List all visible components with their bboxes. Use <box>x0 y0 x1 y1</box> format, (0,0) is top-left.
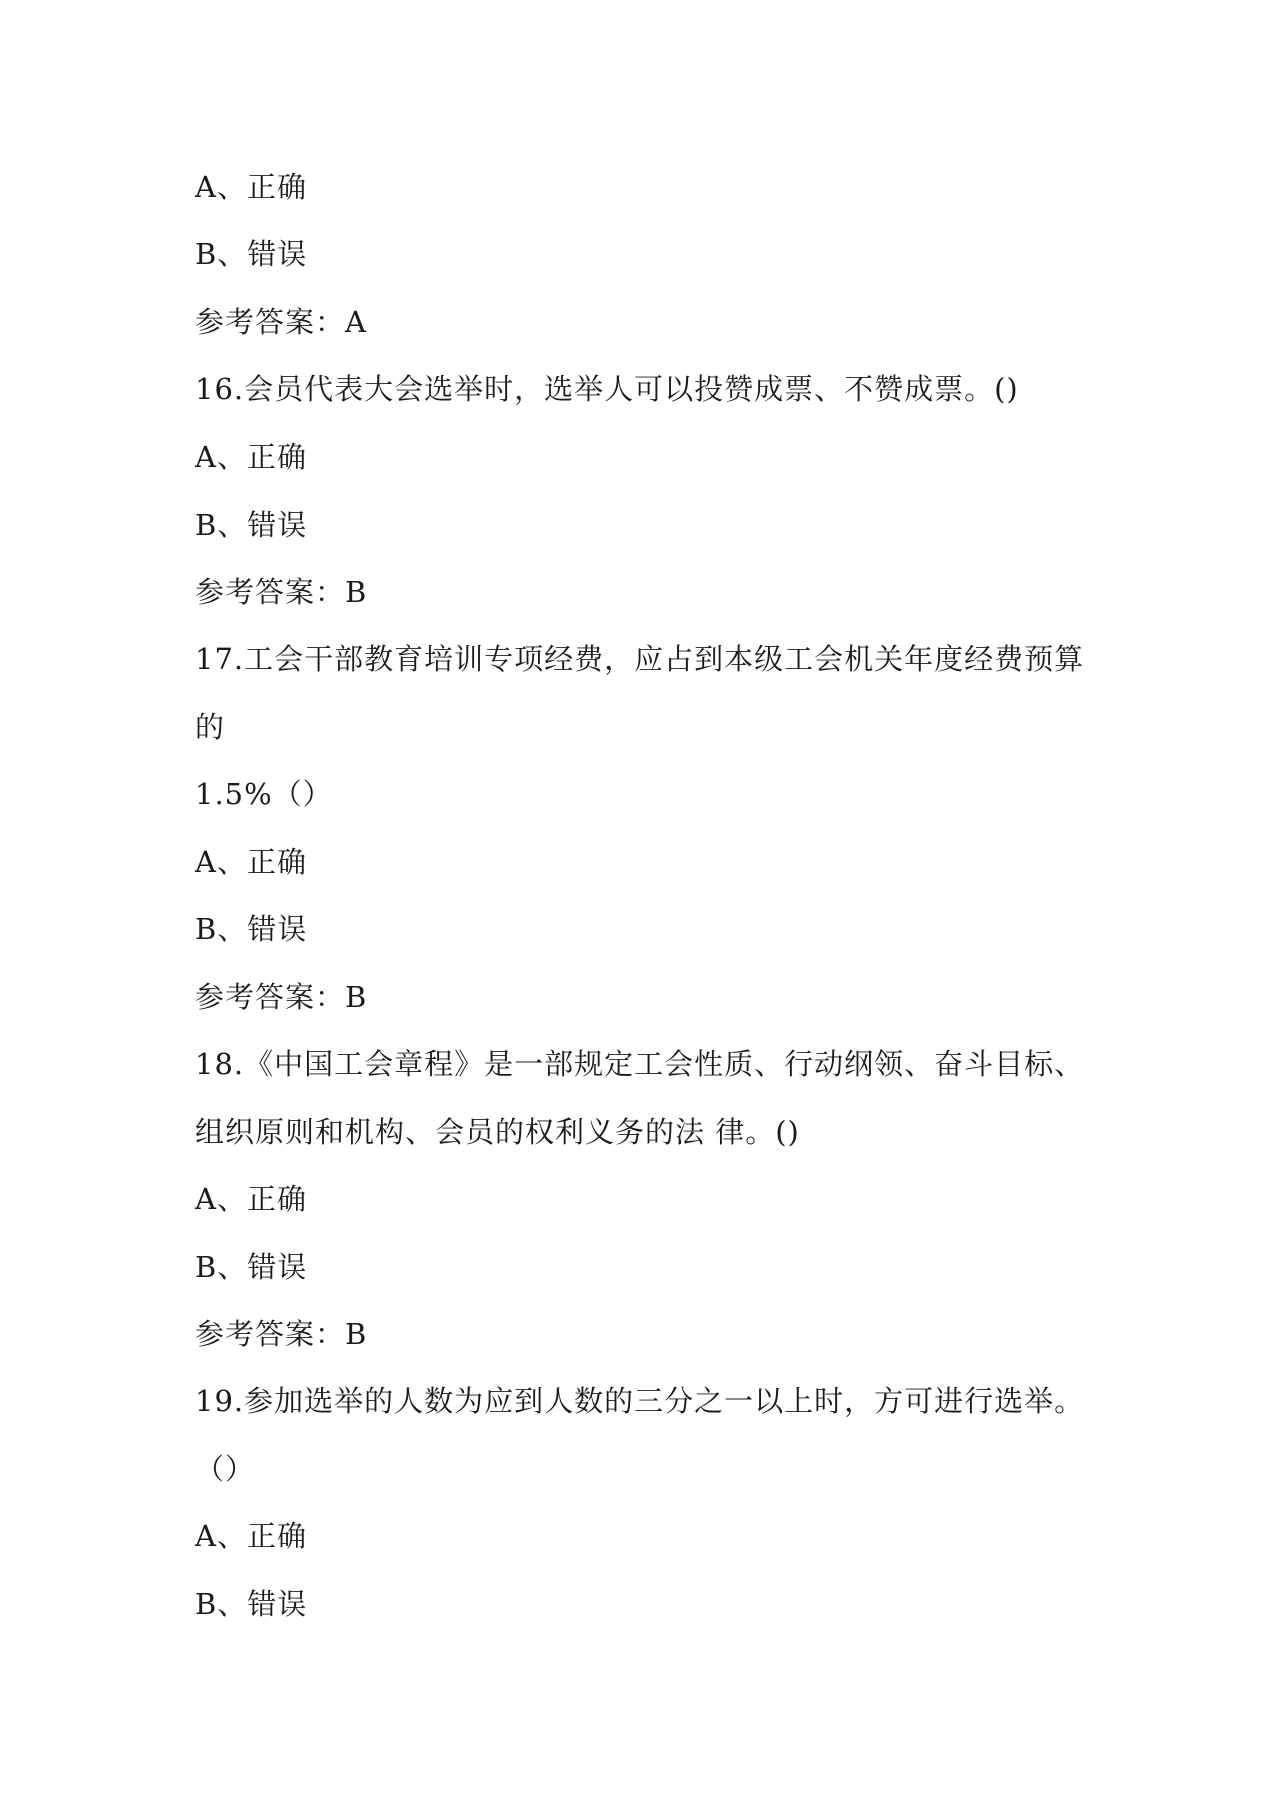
q17-option-b: B、错误 <box>195 912 308 946</box>
q15-option-a: A、正确 <box>195 170 307 204</box>
q18-option-a: A、正确 <box>195 1182 307 1216</box>
q18-option-b: B、错误 <box>195 1250 308 1284</box>
q15-option-b: B、错误 <box>195 237 308 271</box>
q18-answer: 参考答案：B <box>195 1317 368 1351</box>
q19-option-a: A、正确 <box>195 1519 307 1553</box>
q17-question-line2: 的 <box>195 710 226 744</box>
q16-answer: 参考答案：B <box>195 575 368 609</box>
q18-question-line1: 18.《中国工会章程》是一部规定工会性质、行动纲领、奋斗目标、 <box>195 1047 1085 1081</box>
q19-question-line1: 19.参加选举的人数为应到人数的三分之一以上时，方可进行选举。 <box>195 1384 1085 1418</box>
q16-option-b: B、错误 <box>195 508 308 542</box>
q17-answer: 参考答案：B <box>195 980 368 1014</box>
q17-question-line3: 1.5%（） <box>195 777 333 811</box>
q18-question-line2: 组织原则和机构、会员的权利义务的法 律。() <box>195 1115 800 1149</box>
q19-option-b: B、错误 <box>195 1587 308 1621</box>
q19-question-line2: （） <box>195 1452 256 1486</box>
q17-question-line1: 17.工会干部教育培训专项经费，应占到本级工会机关年度经费预算 <box>195 642 1085 676</box>
q17-option-a: A、正确 <box>195 845 307 879</box>
q15-answer: 参考答案：A <box>195 305 367 339</box>
q16-option-a: A、正确 <box>195 440 307 474</box>
q16-question: 16.会员代表大会选举时，选举人可以投赞成票、不赞成票。() <box>195 372 1019 406</box>
